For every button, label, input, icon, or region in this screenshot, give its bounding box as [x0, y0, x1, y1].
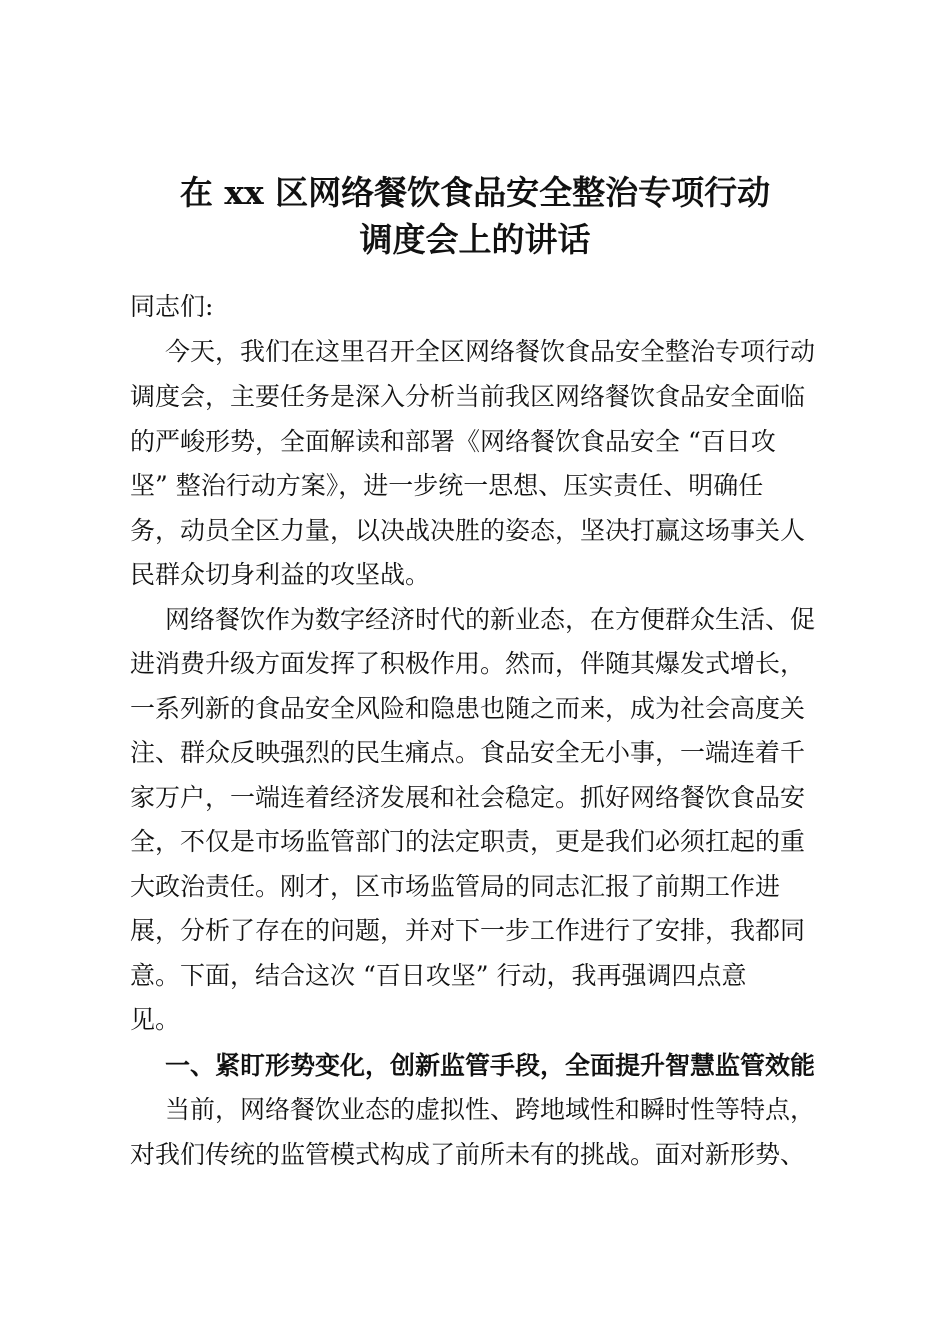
text-line: 的严峻形势，全面解读和部署《网络餐饮食品安全 “百日攻: [130, 427, 776, 456]
text-line: 见。: [130, 1005, 181, 1034]
salutation: 同志们:: [130, 292, 214, 321]
text-line: 民群众切身利益的攻坚战。: [130, 560, 431, 589]
text-line: 坚” 整治行动方案》，进一步统一思想、压实责任、明确任: [130, 471, 764, 500]
text-line: 当前，网络餐饮业态的虚拟性、跨地域性和瞬时性等特点，: [165, 1095, 816, 1124]
text-line: 家万户，一端连着经济发展和社会稳定。抓好网络餐饮食品安: [130, 783, 806, 812]
text-line: 网络餐饮作为数字经济时代的新业态，在方便群众生活、促: [165, 605, 816, 634]
text-line: 进消费升级方面发挥了积极作用。然而，伴随其爆发式增长，: [130, 649, 806, 678]
text-line: 对我们传统的监管模式构成了前所未有的挑战。面对新形势、: [130, 1140, 806, 1169]
text-line: 全，不仅是市场监管部门的法定职责，更是我们必须扛起的重: [130, 827, 806, 856]
title-line-1: 在 xx 区网络餐饮食品安全整治专项行动: [179, 173, 771, 212]
text-line: 务，动员全区力量，以决战决胜的姿态，坚决打赢这场事关人: [130, 516, 806, 545]
title-line-2: 调度会上的讲话: [359, 220, 591, 259]
text-line: 意。下面，结合这次 “百日攻坚” 行动，我再强调四点意: [130, 961, 747, 990]
text-line: 注、群众反映强烈的民生痛点。食品安全无小事，一端连着千: [130, 738, 806, 767]
text-line: 今天，我们在这里召开全区网络餐饮食品安全整治专项行动: [165, 337, 816, 366]
text-line: 一系列新的食品安全风险和隐患也随之而来，成为社会高度关: [130, 694, 806, 723]
section-heading: 一、紧盯形势变化，创新监管手段，全面提升智慧监管效能: [165, 1051, 816, 1080]
text-line: 展，分析了存在的问题，并对下一步工作进行了安排，我都同: [130, 916, 806, 945]
text-line: 调度会，主要任务是深入分析当前我区网络餐饮食品安全面临: [130, 382, 806, 411]
text-line: 大政治责任。刚才，区市场监管局的同志汇报了前期工作进: [130, 872, 781, 901]
